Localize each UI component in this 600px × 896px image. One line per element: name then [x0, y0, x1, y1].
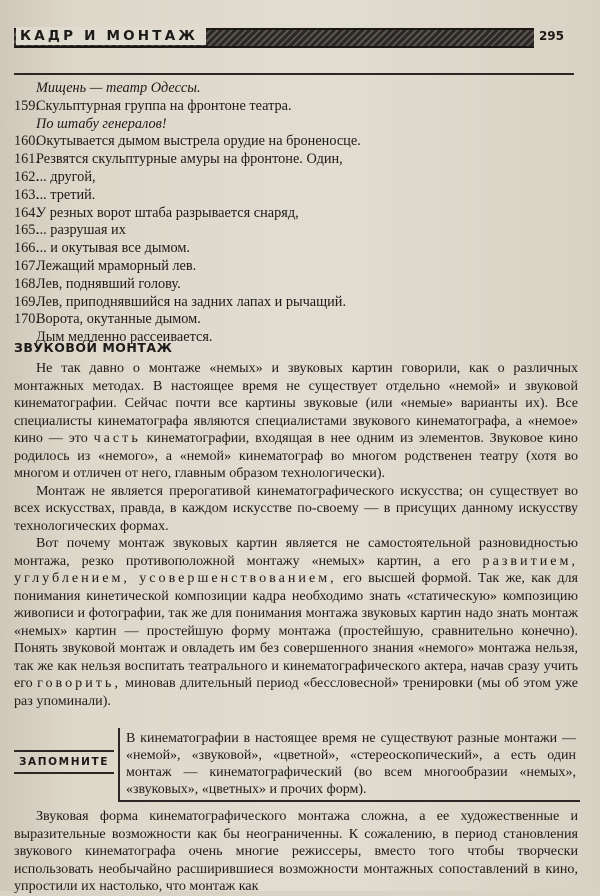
script-line — [14, 116, 574, 134]
script-line — [14, 205, 574, 223]
shot-description: Лежащий мраморный лев. — [36, 257, 197, 274]
shot-description: У резных ворот штаба разрывается снаряд, — [36, 204, 299, 221]
shot-number: 167. — [14, 257, 40, 274]
script-line — [14, 187, 574, 205]
script-line — [14, 240, 574, 258]
script-line — [14, 222, 574, 240]
shot-number: 166. — [14, 240, 40, 257]
section-heading: ЗВУКОВОЙ МОНТАЖ — [14, 340, 173, 355]
remember-label: ЗАПОМНИТЕ — [14, 750, 114, 774]
paragraph: Монтаж не является прерогативой кинематографического искусства; он существует во всех искусствах, правда, в каждом искусстве по-своему — в присущих данному искусству технологических формах. — [14, 482, 578, 534]
shot-description: Мищень — театр Одессы. — [36, 80, 201, 96]
script-line — [14, 133, 574, 151]
header-divider — [14, 73, 574, 75]
script-line — [14, 169, 574, 187]
shot-number: 169. — [14, 293, 40, 310]
shot-number: 165. — [14, 222, 40, 239]
shot-description: ... третий. — [36, 186, 96, 203]
shot-description: Резвятся скульптурные амуры на фронтоне. Один, — [36, 151, 343, 168]
shot-number: 170. — [14, 311, 40, 328]
body-text — [14, 360, 578, 710]
remember-callout — [14, 728, 576, 796]
chapter-title: КАДР И МОНТАЖ — [16, 27, 206, 45]
montage-script-list — [14, 80, 574, 347]
shot-description: Ворота, окутанные дымом. — [36, 311, 201, 328]
shot-number: 160. — [14, 133, 40, 150]
script-line — [14, 276, 574, 294]
emphasis-spaced: часть — [93, 430, 141, 446]
body-text-continued — [14, 808, 578, 896]
emphasis-spaced: говорить, — [37, 675, 121, 691]
shot-description: ... и окутывая все дымом. — [36, 240, 191, 257]
shot-description: По штабу генералов! — [36, 115, 167, 132]
shot-description: Окутывается дымом выстрела орудие на броненосце. — [36, 133, 361, 150]
script-line — [14, 151, 574, 169]
paragraph: Вот почему монтаж звуковых картин является не самостоятельной разновидностью монтажа, резко противоположной монтажу «немых» картин, а его развитием, углублением, усовершенствованием, его высшей формой. Так же, как для понимания кинетической композиции кадра необходимо знать «статическую» композицию живописи и фотографии, так же для понимания монтажа звуковых картин надо знать монтаж «немых» картин — простейшую форму монтажа (простейшую, сравнительно конечно). Понять звуковой монтаж и овладеть им без совершенного знания «немого» монтажа нельзя, так же как нельзя воспитать театрального и кинематографического актера, начав сразу учить его говорить, миновав длительный период «бессловесной» тренировки (мы об этом уже раз упоминали). — [14, 535, 579, 709]
shot-number: 159. — [14, 97, 40, 114]
shot-number: 168. — [14, 275, 40, 292]
shot-description: Лев, приподнявшийся на задних лапах и рычащий. — [36, 293, 347, 310]
shot-description: Лев, поднявший голову. — [36, 275, 181, 292]
shot-description: ... разрушая их — [36, 222, 126, 239]
remember-text: В кинематографии в настоящее время не существуют разные монтажи — «немой», «звуковой», «цветной», «стереоскопический», а есть один монтаж — кинематографический (во всем многообразии «немых», «звуковых», «цветных» и прочих форм). — [118, 728, 580, 802]
script-line — [14, 80, 574, 98]
script-line — [14, 294, 574, 312]
shot-number: 163. — [14, 186, 40, 203]
shot-description: Скульптурная группа на фронтоне театра. — [36, 97, 292, 114]
running-header — [14, 24, 574, 50]
page-number: 295 — [538, 29, 564, 43]
paragraph: Не так давно о монтаже «немых» и звуковых картин говорили, как о различных монтажных методах. В настоящее время не существует отдельно «немой» и звуковой кинематографии. Сейчас почти все картины звуковые (или «немые» варианты их). Все специалисты кинематографа являются специалистами звукового кинематографа, а «немое» кино — это часть кинематографии, входящая в нее одним из элементов. Звуковое кино родилось из «немого», а «немой» кинематограф во многом родственен театру (хотя во многом и отличен от него, главным образом технологически). — [14, 360, 578, 481]
script-line — [14, 311, 574, 329]
shot-description: Дым медленно рассеивается. — [36, 329, 213, 346]
paragraph: Звуковая форма кинематографического монтажа сложна, а ее художественные и выразительные возможности как бы неограниченны. К сожалению, в период становления звукового кинематографа очень многие режиссеры, вместо того чтобы творчески использовать необычайно расширившиеся возможности монтажных сопоставлений в кино, упростили их настолько, что монтаж как — [14, 808, 578, 894]
shot-number: 161. — [14, 151, 40, 168]
script-line — [14, 258, 574, 276]
shot-number: 164. — [14, 204, 40, 221]
emphasis-spaced: развитием, углублением, усовершенствованием, — [14, 552, 578, 586]
shot-description: ... другой, — [36, 168, 96, 185]
shot-number: 162. — [14, 168, 40, 185]
script-line — [14, 98, 574, 116]
